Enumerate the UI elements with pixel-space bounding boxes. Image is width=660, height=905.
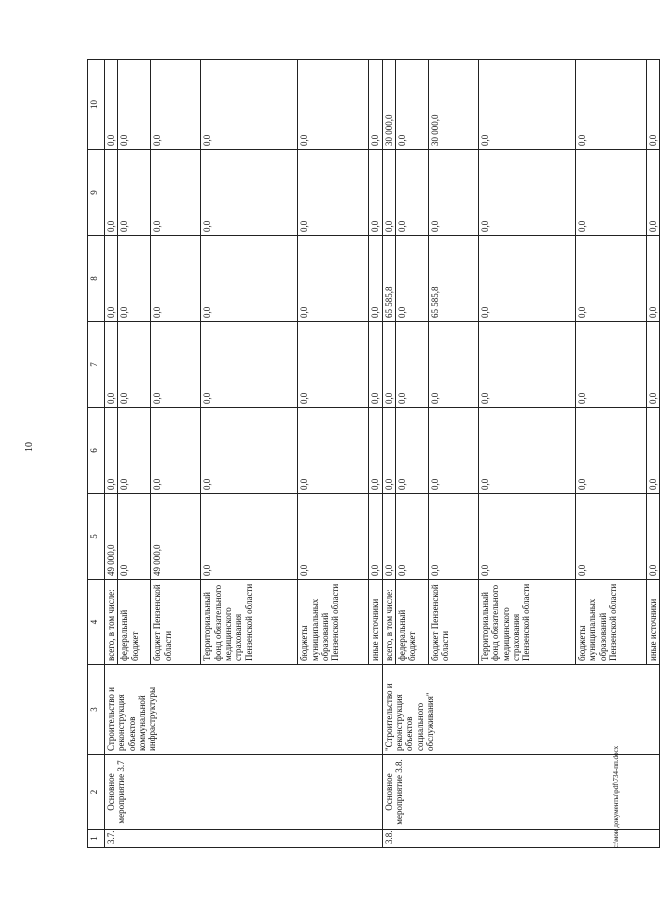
amount-cell: 0,0 xyxy=(396,322,429,408)
header-cell: 9 xyxy=(88,150,105,236)
file-path-footer: c:\мои документы\pdf\734-пп.docx xyxy=(612,745,620,848)
amount-cell: 0,0 xyxy=(118,408,151,494)
amount-cell: 0,0 xyxy=(201,60,298,150)
amount-cell: 0,0 xyxy=(105,408,118,494)
amount-cell: 0,0 xyxy=(118,494,151,580)
header-cell: 5 xyxy=(88,494,105,580)
amount-cell: 30 000,0 xyxy=(429,60,479,150)
header-cell: 10 xyxy=(88,60,105,150)
amount-cell: 0,0 xyxy=(647,150,660,236)
table-row xyxy=(382,60,395,848)
event-title: Основное мероприятие 3.7 xyxy=(105,755,383,830)
amount-cell: 0,0 xyxy=(479,60,576,150)
amount-cell: 0,0 xyxy=(118,150,151,236)
amount-cell: 0,0 xyxy=(479,236,576,322)
amount-cell: 0,0 xyxy=(647,236,660,322)
funding-source: всего, в том числе: xyxy=(382,580,395,665)
amount-cell: 0,0 xyxy=(429,150,479,236)
budget-table xyxy=(87,59,660,848)
amount-cell: 0,0 xyxy=(479,150,576,236)
amount-cell: 0,0 xyxy=(105,322,118,408)
page-number: 10 xyxy=(24,442,35,452)
amount-cell: 0,0 xyxy=(105,236,118,322)
amount-cell: 0,0 xyxy=(369,150,382,236)
amount-cell: 0,0 xyxy=(396,236,429,322)
amount-cell: 0,0 xyxy=(201,322,298,408)
amount-cell: 0,0 xyxy=(479,494,576,580)
amount-cell: 0,0 xyxy=(382,322,395,408)
row-number: 3.7. xyxy=(105,830,383,848)
amount-cell: 0,0 xyxy=(576,494,647,580)
amount-cell: 65 585,8 xyxy=(382,236,395,322)
header-row xyxy=(88,60,105,848)
event-name: "Строительство и реконструкция объектов социального обслуживания" xyxy=(382,665,660,755)
amount-cell: 0,0 xyxy=(118,322,151,408)
funding-source: бюджет Пензенской области xyxy=(429,580,479,665)
amount-cell: 0,0 xyxy=(479,322,576,408)
amount-cell: 49 000,0 xyxy=(105,494,118,580)
amount-cell: 65 585,8 xyxy=(429,236,479,322)
amount-cell: 0,0 xyxy=(151,150,201,236)
amount-cell: 30 000,0 xyxy=(382,60,395,150)
amount-cell: 0,0 xyxy=(151,408,201,494)
funding-source: Территориальный фонд обязательного медицинского страхования Пензенской области xyxy=(479,580,576,665)
table-row xyxy=(105,60,118,848)
amount-cell: 0,0 xyxy=(479,408,576,494)
header-cell: 1 xyxy=(88,830,105,848)
amount-cell: 0,0 xyxy=(369,408,382,494)
amount-cell: 0,0 xyxy=(429,322,479,408)
amount-cell: 0,0 xyxy=(576,236,647,322)
amount-cell: 0,0 xyxy=(429,494,479,580)
amount-cell: 0,0 xyxy=(201,494,298,580)
header-cell: 4 xyxy=(88,580,105,665)
amount-cell: 0,0 xyxy=(298,150,369,236)
funding-source: Территориальный фонд обязательного медицинского страхования Пензенской области xyxy=(201,580,298,665)
amount-cell: 0,0 xyxy=(396,150,429,236)
row-number: 3.8. xyxy=(382,830,660,848)
amount-cell: 0,0 xyxy=(201,408,298,494)
funding-source: федеральный бюджет xyxy=(396,580,429,665)
amount-cell: 49 000,0 xyxy=(151,494,201,580)
amount-cell: 0,0 xyxy=(201,236,298,322)
amount-cell: 0,0 xyxy=(118,236,151,322)
amount-cell: 0,0 xyxy=(576,322,647,408)
amount-cell: 0,0 xyxy=(369,322,382,408)
amount-cell: 0,0 xyxy=(382,150,395,236)
funding-source: федеральный бюджет xyxy=(118,580,151,665)
amount-cell: 0,0 xyxy=(576,150,647,236)
amount-cell: 0,0 xyxy=(105,60,118,150)
header-cell: 7 xyxy=(88,322,105,408)
amount-cell: 0,0 xyxy=(382,494,395,580)
amount-cell: 0,0 xyxy=(105,150,118,236)
funding-source: бюджеты муниципальных образований Пензенской области xyxy=(298,580,369,665)
amount-cell: 0,0 xyxy=(118,60,151,150)
amount-cell: 0,0 xyxy=(369,494,382,580)
funding-source: иные источники xyxy=(369,580,382,665)
amount-cell: 0,0 xyxy=(396,494,429,580)
funding-source: бюджеты муниципальных образований Пензенской области xyxy=(576,580,647,665)
amount-cell: 0,0 xyxy=(396,60,429,150)
amount-cell: 0,0 xyxy=(298,60,369,150)
header-cell: 8 xyxy=(88,236,105,322)
event-name: Строительство и реконструкция объектов коммунальной инфраструктуры xyxy=(105,665,383,755)
amount-cell: 0,0 xyxy=(576,60,647,150)
header-cell: 3 xyxy=(88,665,105,755)
amount-cell: 0,0 xyxy=(576,408,647,494)
amount-cell: 0,0 xyxy=(298,494,369,580)
amount-cell: 0,0 xyxy=(647,60,660,150)
funding-source: иные источники xyxy=(647,580,660,665)
amount-cell: 0,0 xyxy=(298,322,369,408)
amount-cell: 0,0 xyxy=(647,322,660,408)
amount-cell: 0,0 xyxy=(201,150,298,236)
amount-cell: 0,0 xyxy=(151,236,201,322)
funding-source: всего, в том числе: xyxy=(105,580,118,665)
amount-cell: 0,0 xyxy=(647,494,660,580)
amount-cell: 0,0 xyxy=(369,60,382,150)
header-cell: 2 xyxy=(88,755,105,830)
amount-cell: 0,0 xyxy=(382,408,395,494)
amount-cell: 0,0 xyxy=(429,408,479,494)
amount-cell: 0,0 xyxy=(151,322,201,408)
amount-cell: 0,0 xyxy=(298,408,369,494)
amount-cell: 0,0 xyxy=(369,236,382,322)
amount-cell: 0,0 xyxy=(647,408,660,494)
amount-cell: 0,0 xyxy=(298,236,369,322)
event-title: Основное мероприятие 3.8. xyxy=(382,755,660,830)
amount-cell: 0,0 xyxy=(151,60,201,150)
funding-source: бюджет Пензенской области xyxy=(151,580,201,665)
amount-cell: 0,0 xyxy=(396,408,429,494)
header-cell: 6 xyxy=(88,408,105,494)
